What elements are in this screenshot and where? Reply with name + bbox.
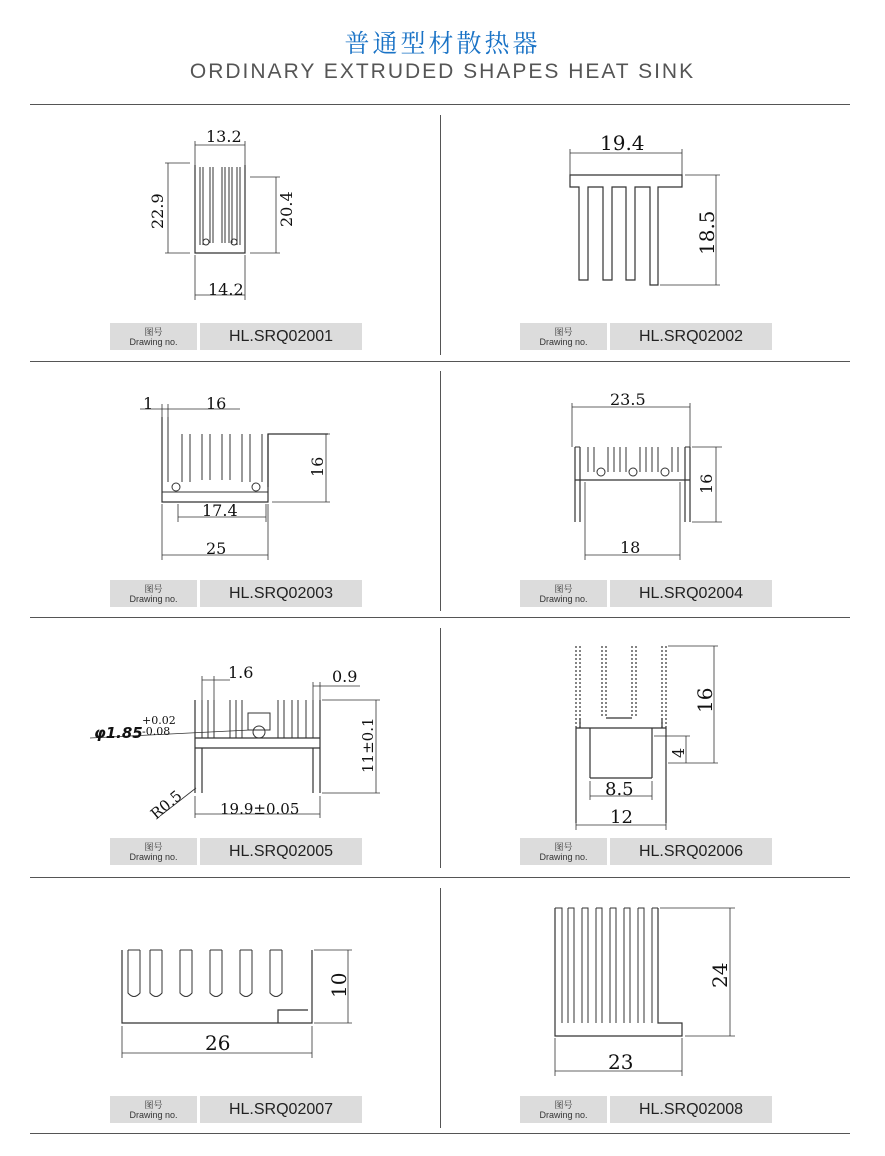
- dim-label: 16: [693, 687, 717, 713]
- dim-label: 14.2: [208, 280, 244, 299]
- dim-label: φ1.85: [94, 724, 143, 742]
- dim-label: 12: [610, 807, 633, 828]
- dim-label: 11±0.1: [359, 717, 377, 773]
- drawing-number-value: HL.SRQ02007: [200, 1096, 362, 1123]
- heat-sink-drawing-02005: [30, 618, 440, 873]
- dim-label: 13.2: [206, 127, 242, 146]
- heat-sink-drawing-02008: [440, 878, 850, 1133]
- heat-sink-drawing-card: [440, 878, 850, 1133]
- drawing-number-label: [520, 323, 772, 350]
- drawing-number-label: [110, 838, 362, 865]
- dim-label: 18.5: [695, 210, 719, 255]
- dim-label: 8.5: [605, 779, 634, 800]
- dim-label: 0.9: [332, 667, 358, 686]
- heat-sink-drawing-card: [440, 105, 850, 360]
- dim-label: 20.4: [277, 191, 296, 227]
- heat-sink-drawing-02004: [440, 362, 850, 617]
- drawing-number-key: 图号 Drawing no.: [520, 1096, 607, 1123]
- dim-label: 24: [708, 962, 732, 988]
- page-title-cn: 普通型材散热器: [344, 29, 541, 58]
- drawing-number-label: [520, 838, 772, 865]
- divider: [30, 1133, 850, 1134]
- dim-label: 23.5: [610, 390, 646, 409]
- dim-label: 25: [206, 539, 227, 558]
- heat-sink-drawing-card: [440, 618, 850, 873]
- dim-label: 10: [327, 972, 351, 998]
- heat-sink-drawing-02003: [30, 362, 440, 617]
- drawing-number-key: 图号 Drawing no.: [110, 1096, 197, 1123]
- dim-label: 18: [620, 538, 641, 557]
- drawing-number-value: HL.SRQ02003: [200, 580, 362, 607]
- drawing-number-key: 图号 Drawing no.: [110, 323, 197, 350]
- dim-label: +0.02: [142, 714, 176, 727]
- heat-sink-drawing-02001: [30, 105, 440, 360]
- heat-sink-drawing-card: [30, 362, 440, 617]
- heat-sink-drawing-02007: [30, 878, 440, 1133]
- heat-sink-drawing-card: [30, 105, 440, 360]
- heat-sink-drawing-card: [440, 362, 850, 617]
- drawing-number-label: [520, 1096, 772, 1123]
- drawing-number-value: HL.SRQ02008: [610, 1096, 772, 1123]
- drawing-number-key: 图号 Drawing no.: [520, 580, 607, 607]
- dim-label: 17.4: [202, 501, 238, 520]
- drawing-number-value: HL.SRQ02006: [610, 838, 772, 865]
- drawing-number-value: HL.SRQ02005: [200, 838, 362, 865]
- drawing-number-key: 图号 Drawing no.: [520, 323, 607, 350]
- drawing-number-key: 图号 Drawing no.: [520, 838, 607, 865]
- drawing-number-key: 图号 Drawing no.: [110, 580, 197, 607]
- drawing-number-value: HL.SRQ02001: [200, 323, 362, 350]
- dim-label: 19.4: [600, 131, 645, 155]
- dim-label: 22.9: [148, 193, 167, 229]
- drawing-number-value: HL.SRQ02002: [610, 323, 772, 350]
- drawing-number-value: HL.SRQ02004: [610, 580, 772, 607]
- dim-label: 4: [669, 747, 688, 758]
- drawing-number-label: [110, 1096, 362, 1123]
- heat-sink-drawing-02002: [440, 105, 850, 360]
- dim-label: 16: [308, 456, 327, 477]
- dim-label: 1: [143, 394, 154, 413]
- dim-label: R0.5: [147, 786, 186, 824]
- drawing-number-key: 图号 Drawing no.: [110, 838, 197, 865]
- heat-sink-drawing-card: [30, 618, 440, 873]
- dim-label: 16: [697, 473, 716, 494]
- dim-label: 1.6: [228, 663, 254, 682]
- drawing-number-label: [110, 323, 362, 350]
- drawing-number-label: [520, 580, 772, 607]
- drawing-number-label: [110, 580, 362, 607]
- heat-sink-drawing-02006: [440, 618, 850, 873]
- dim-label: 23: [608, 1050, 634, 1074]
- heat-sink-drawing-card: [30, 878, 440, 1133]
- dim-label: -0.08: [142, 725, 171, 738]
- page-title-en: ORDINARY EXTRUDED SHAPES HEAT SINK: [189, 60, 696, 83]
- dim-label: 26: [205, 1031, 231, 1055]
- dim-label: 19.9±0.05: [220, 800, 300, 818]
- dim-label: 16: [206, 394, 227, 413]
